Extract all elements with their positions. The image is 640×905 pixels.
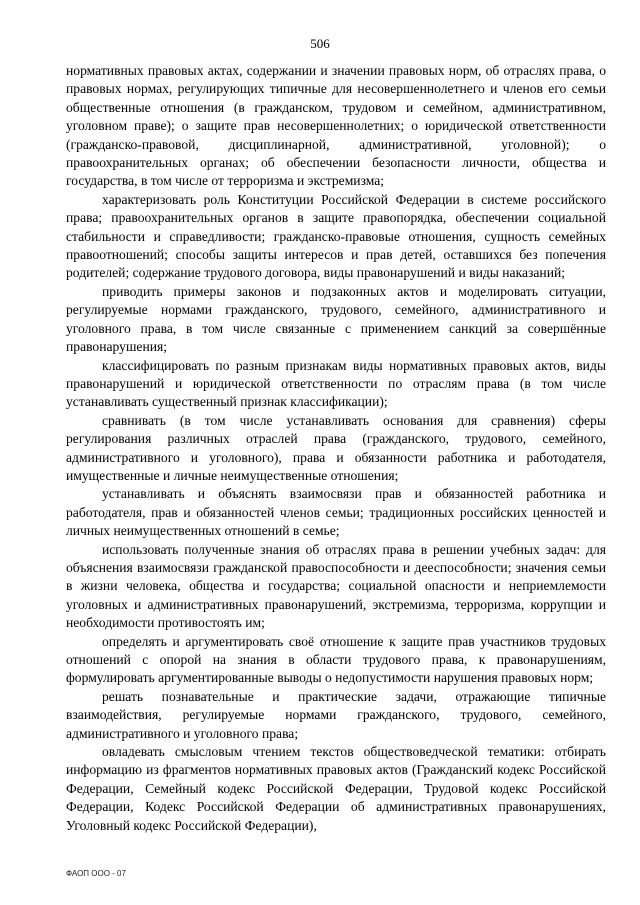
paragraph: устанавливать и объяснять взаимосвязи прав и обязанностей работника и работодателя, прав и обязанностей членов семьи; традиционных российских ценностей и личных неимущественных отношений в семье; [66, 486, 606, 539]
page-number: 506 [310, 36, 330, 51]
paragraph: овладевать смысловым чтением текстов обществоведческой тематики: отбирать информацию из фрагментов нормативных правовых актов (Гражданский кодекс Российской Федерации, Семейный кодекс Российской Федерации, Трудовой кодекс Российской Федерации, Кодекс Российской Федерации об административных правонарушениях, Уголовный кодекс Российской Федерации), [66, 744, 606, 833]
paragraph: сравнивать (в том числе устанавливать основания для сравнения) сферы регулирования различных отраслей права (гражданского, трудового, семейного, административного и уголовного), права и обязанности работника и работодателя, имущественные и личные неимущественные отношения; [66, 412, 606, 483]
paragraph: использовать полученные знания об отраслях права в решении учебных задач: для объяснения взаимосвязи гражданской правоспособности и дееспособности; значения семьи в жизни человека, общества и государства; социальной опасности и неприемлемости уголовных и административных правонарушений, экстремизма, терроризма, коррупции и необходимости противостоять им; [66, 541, 606, 631]
paragraph: определять и аргументировать своё отношение к защите прав участников трудовых отношений с опорой на знания в области трудового права, к правонарушениям, формулировать аргументированные выводы о недопустимости нарушения правовых норм; [66, 633, 606, 686]
body-text [66, 62, 606, 835]
paragraph: нормативных правовых актах, содержании и значении правовых норм, об отраслях права, о правовых нормах, регулирующих типичные для несовершеннолетнего и членов его семьи общественные отношения (в гражданском, трудовом и семейном, административном, уголовном праве); о защите прав несовершеннолетних; о юридической ответственности (гражданско-правовой, дисциплинарной, административной, уголовной); о правоохранительных органах; об обеспечении безопасности личности, общества и государства, в том числе от терроризма и экстремизма; [66, 63, 606, 189]
paragraph: приводить примеры законов и подзаконных актов и моделировать ситуации, регулируемые нормами гражданского, трудового, семейного, административного и уголовного права, в том числе связанные с применением санкций за совершённые правонарушения; [66, 283, 606, 355]
footer-label: ФАОП ООО - 07 [66, 869, 126, 878]
paragraph: характеризовать роль Конституции Российской Федерации в системе российского права; правоохранительных органов в защите правопорядка, обеспечении социальной стабильности и справедливости; гражданско-правовые отношения, сущность семейных правоотношений; способы защиты интересов и прав детей, оставшихся без попечения родителей; содержание трудового договора, виды правонарушений и виды наказаний; [66, 191, 606, 281]
paragraph: решать познавательные и практические задачи, отражающие типичные взаимодействия, регулируемые нормами гражданского, трудового, семейного, административного и уголовного права; [66, 688, 606, 741]
paragraph: классифицировать по разным признакам виды нормативных правовых актов, виды правонарушений и юридической ответственности по отраслям права (в том числе устанавливать существенный признак классификации); [66, 357, 606, 410]
